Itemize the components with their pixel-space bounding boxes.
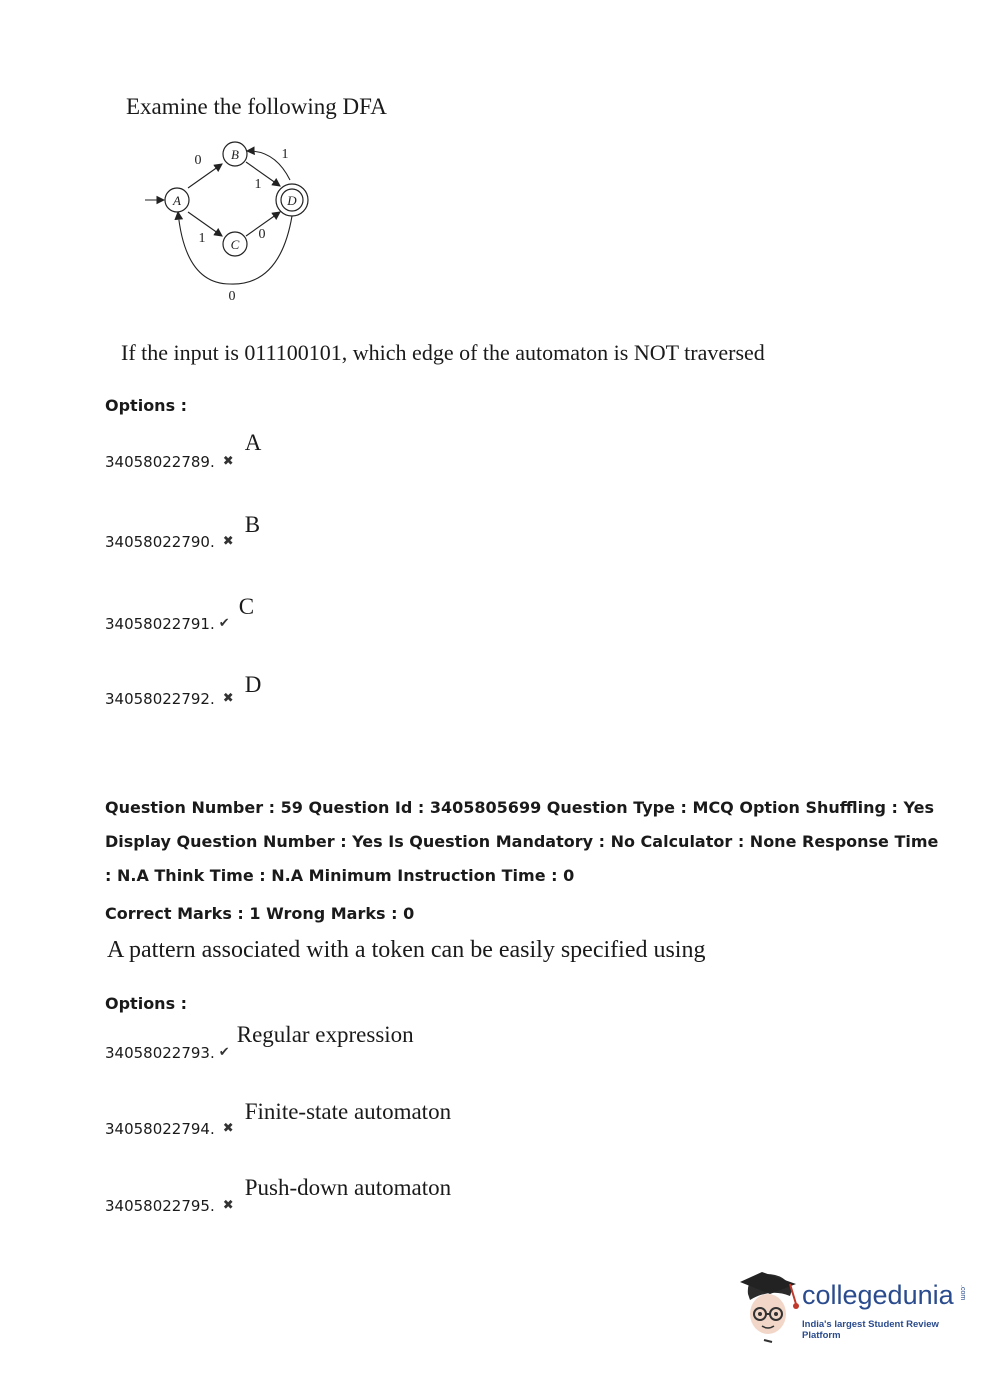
dfa-diagram — [140, 136, 330, 306]
option-row[interactable] — [105, 594, 255, 633]
edge-label-a-b: 0 — [194, 153, 202, 168]
option-id: 34058022790. — [105, 533, 215, 551]
edge-b-d — [246, 162, 280, 186]
state-label-b: B — [231, 147, 239, 162]
option-text: A — [244, 430, 262, 455]
edge-a-b — [188, 164, 222, 188]
cross-icon: ✖ — [222, 454, 234, 469]
option-id: 34058022795. — [105, 1197, 215, 1215]
options-label: Options : — [105, 994, 188, 1013]
edge-label-b-d: 1 — [254, 177, 262, 192]
option-text: B — [244, 512, 261, 537]
option-id: 34058022789. — [105, 453, 215, 471]
options-label: Options : — [105, 396, 188, 415]
edge-label-d-a: 0 — [228, 289, 236, 304]
question-meta-line-2: Display Question Number : Yes Is Question Mandatory : No Calculator : None Response Time — [105, 832, 939, 851]
question-intro: Examine the following DFA — [126, 94, 387, 119]
check-icon: ✔ — [218, 616, 230, 631]
question-meta-line-3: : N.A Think Time : N.A Minimum Instruction Time : 0 — [105, 866, 575, 885]
option-text: C — [238, 594, 255, 619]
option-text: Finite-state automaton — [244, 1099, 452, 1124]
option-row[interactable] — [105, 672, 262, 708]
logo-suffix: .com — [959, 1285, 966, 1301]
edge-label-d-b: 1 — [281, 147, 289, 162]
question-text: If the input is 011100101, which edge of the automaton is NOT traversed — [121, 340, 765, 365]
question-meta-line-1: Question Number : 59 Question Id : 3405805699 Question Type : MCQ Option Shuffling : Yes — [105, 798, 935, 817]
option-row[interactable] — [105, 1022, 414, 1062]
cross-icon: ✖ — [222, 534, 234, 549]
option-row[interactable] — [105, 430, 262, 471]
option-id: 34058022793. — [105, 1044, 215, 1062]
option-id: 34058022791. — [105, 615, 215, 633]
logo-wordmark: collegedunia — [802, 1280, 954, 1310]
cross-icon: ✖ — [222, 1198, 234, 1213]
option-row[interactable] — [105, 1175, 452, 1215]
option-id: 34058022792. — [105, 690, 215, 708]
marks-line: Correct Marks : 1 Wrong Marks : 0 — [105, 904, 415, 923]
check-icon: ✔ — [218, 1045, 230, 1060]
logo-tagline: India's largest Student Review Platform — [802, 1319, 939, 1341]
state-label-d: D — [287, 193, 297, 208]
option-row[interactable] — [105, 512, 261, 551]
state-label-a: A — [173, 193, 181, 208]
option-id: 34058022794. — [105, 1120, 215, 1138]
edge-label-c-d: 0 — [258, 227, 266, 242]
question-text: A pattern associated with a token can be easily specified using — [107, 937, 706, 963]
edge-label-a-c: 1 — [198, 231, 206, 246]
cross-icon: ✖ — [222, 1121, 234, 1136]
option-text: Regular expression — [236, 1022, 414, 1047]
cross-icon: ✖ — [222, 691, 234, 706]
option-row[interactable] — [105, 1099, 452, 1138]
collegedunia-logo[interactable] — [740, 1270, 970, 1350]
option-text: D — [244, 672, 262, 697]
mascot-icon — [740, 1270, 800, 1346]
state-label-c: C — [230, 237, 240, 252]
option-text: Push-down automaton — [244, 1175, 452, 1200]
